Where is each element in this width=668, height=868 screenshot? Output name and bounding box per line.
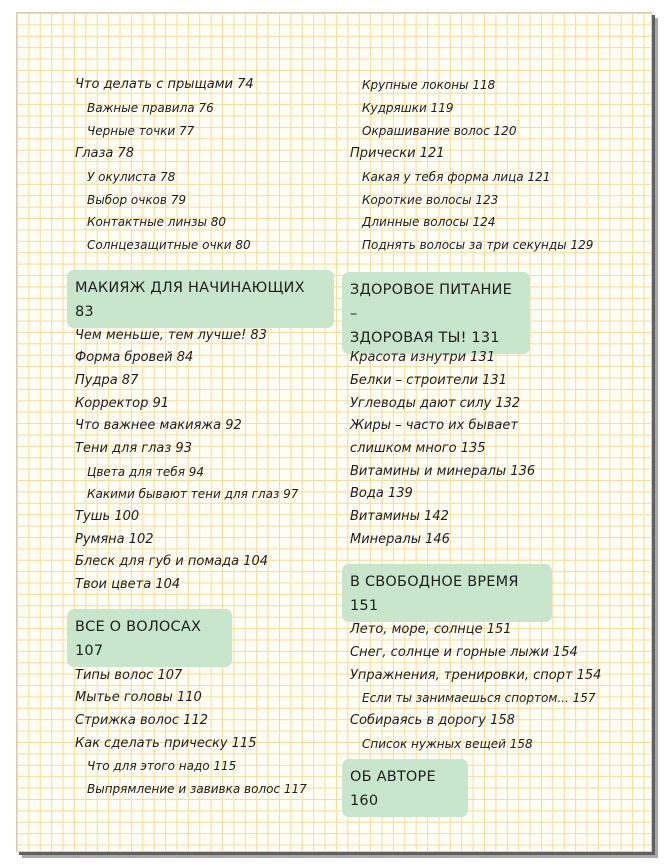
toc-subentry: Поднять волосы за три секунды 129 — [362, 238, 594, 252]
toc-subentry: Длинные волосы 124 — [362, 215, 496, 229]
toc-entry: Лето, море, солнце 151 — [350, 622, 512, 637]
toc-entry: Белки – строители 131 — [350, 373, 507, 388]
toc-entry: Как сделать прическу 115 — [75, 736, 257, 751]
toc-entry: Собираясь в дорогу 158 — [350, 713, 515, 728]
toc-subentry: Выпрямление и завивка волос 117 — [87, 782, 307, 796]
toc-subentry: Важные правила 76 — [87, 101, 214, 115]
section-heading — [342, 272, 530, 354]
section-heading-line: ЗДОРОВАЯ ТЫ! 131 — [350, 330, 500, 346]
toc-subentry: Какими бывают тени для глаз 97 — [87, 487, 299, 501]
toc-subentry: Солнцезащитные очки 80 — [87, 238, 251, 252]
toc-entry: Блеск для губ и помада 104 — [75, 554, 268, 569]
toc-entry: Тени для глаз 93 — [75, 441, 192, 456]
section-heading: ВСЕ О ВОЛОСАХ 107 — [67, 609, 232, 667]
toc-entry: Румяна 102 — [75, 532, 154, 547]
toc-entry: Что делать с прыщами 74 — [75, 77, 254, 92]
toc-entry: Твои цвета 104 — [75, 577, 181, 592]
toc-entry: Типы волос 107 — [75, 668, 183, 683]
toc-entry: Витамины 142 — [350, 509, 449, 524]
toc-entry: Что важнее макияжа 92 — [75, 418, 242, 433]
toc-subentry: Список нужных вещей 158 — [362, 737, 533, 751]
toc-entry: Чем меньше, тем лучше! 83 — [75, 328, 267, 343]
toc-entry: Стрижка волос 112 — [75, 713, 208, 728]
section-heading: МАКИЯЖ ДЛЯ НАЧИНАЮЩИХ 83 — [67, 270, 334, 328]
toc-subentry: Выбор очков 79 — [87, 193, 187, 207]
toc-entry: Корректор 91 — [75, 396, 169, 411]
toc-entry: Красота изнутри 131 — [350, 350, 495, 365]
toc-entry: Углеводы дают силу 132 — [350, 396, 521, 411]
toc-subentry: Если ты занимаешься спортом... 157 — [362, 691, 596, 705]
toc-entry: Прически 121 — [350, 146, 445, 161]
toc-subentry: Что для этого надо 115 — [87, 759, 237, 773]
toc-entry: Глаза 78 — [75, 146, 135, 161]
toc-subentry: Кудряшки 119 — [362, 101, 454, 115]
toc-entry: Форма бровей 84 — [75, 350, 194, 365]
toc-entry: Минералы 146 — [350, 532, 450, 547]
toc-subentry: Какая у тебя форма лица 121 — [362, 170, 551, 184]
toc-subentry: Окрашивание волос 120 — [362, 124, 517, 138]
section-heading: В СВОБОДНОЕ ВРЕМЯ 151 — [342, 564, 552, 622]
section-heading-line: ЗДОРОВОЕ ПИТАНИЕ – — [350, 282, 512, 322]
toc-subentry: У окулиста 78 — [87, 170, 176, 184]
toc-entry: слишком много 135 — [350, 441, 486, 456]
toc-entry: Вода 139 — [350, 486, 413, 501]
toc-entry: Тушь 100 — [75, 509, 140, 524]
toc-entry: Упражнения, тренировки, спорт 154 — [350, 668, 602, 683]
section-heading: ОБ АВТОРЕ 160 — [342, 759, 468, 817]
toc-subentry: Крупные локоны 118 — [362, 78, 496, 92]
toc-entry: Снег, солнце и горные лыжи 154 — [350, 645, 578, 660]
toc-entry: Пудра 87 — [75, 373, 139, 388]
toc-subentry: Контактные линзы 80 — [87, 215, 227, 229]
toc-entry: Мытье головы 110 — [75, 690, 202, 705]
toc-entry: Витамины и минералы 136 — [350, 464, 536, 479]
toc-subentry: Цвета для тебя 94 — [87, 465, 205, 479]
book-page — [16, 12, 652, 852]
toc-subentry: Черные точки 77 — [87, 124, 195, 138]
toc-subentry: Короткие волосы 123 — [362, 193, 499, 207]
toc-entry: Жиры – часто их бывает — [350, 418, 518, 433]
